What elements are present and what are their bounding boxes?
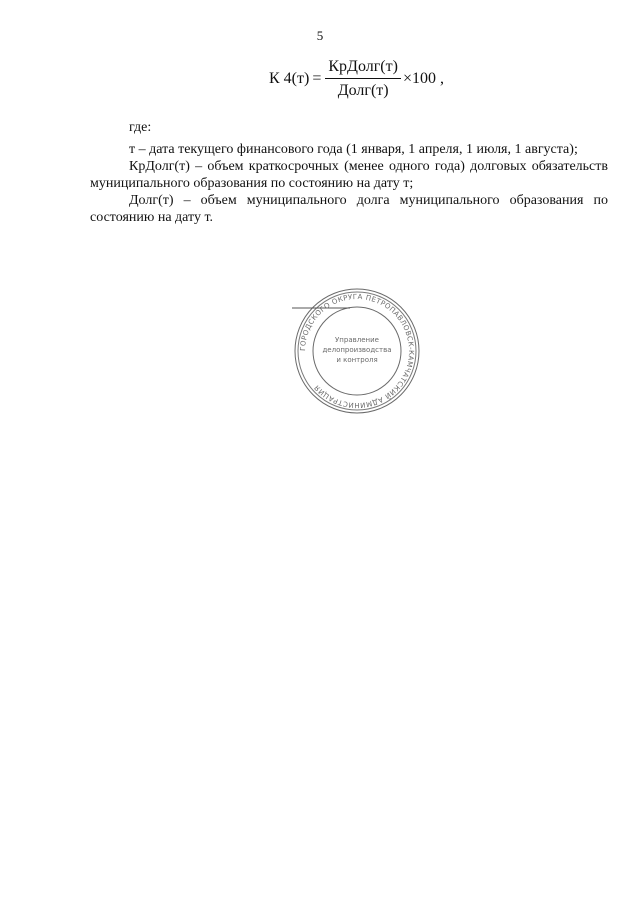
definitions-intro: где:: [129, 120, 152, 135]
formula-fraction: [325, 58, 401, 100]
formula-equals: =: [312, 70, 322, 87]
formula-lhs: К 4(т): [269, 70, 310, 87]
formula: [269, 58, 444, 100]
formula-numerator: КрДолг(т): [325, 58, 401, 79]
definition-krdolg: КрДолг(т) – объем краткосрочных (менее одного года) долговых обязательств муниципального образования по состоянию на дату т;: [90, 159, 608, 191]
formula-multiplier: ×100: [402, 70, 436, 87]
formula-denominator: Долг(т): [337, 82, 389, 99]
seal-center-line-1: Управление: [335, 336, 379, 344]
seal-center-line-3: и контроля: [336, 356, 378, 364]
definition-dolg: Долг(т) – объем муниципального долга муниципального образования по состоянию на дату т.: [90, 193, 608, 225]
official-seal-stamp: [292, 286, 422, 416]
definition-t: т – дата текущего финансового года (1 января, 1 апреля, 1 июля, 1 августа);: [129, 142, 578, 157]
page-number: 5: [316, 28, 324, 43]
definitions-block: [90, 119, 608, 226]
seal-ring-text: ГОРОДСКОГО ОКРУГА ПЕТРОПАВЛОВСК-КАМЧАТСКИЙ АДМИНИСТРАЦИЯ: [298, 292, 416, 410]
seal-center-line-2: делопроизводства: [322, 346, 392, 354]
formula-comma: ,: [439, 70, 444, 87]
